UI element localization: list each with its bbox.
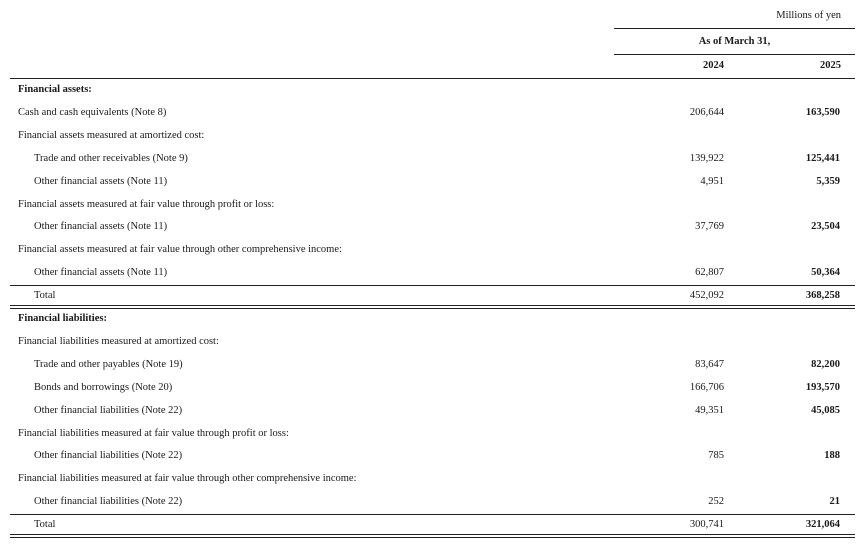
row-label: Total [34,290,56,302]
value-2024: 62,807 [695,267,724,279]
value-2025: 163,590 [805,106,840,118]
value-2024: 166,706 [689,381,724,393]
row-label: Bonds and borrowings (Note 20) [34,381,173,393]
row-label: Other financial assets (Note 11) [34,267,168,279]
row-label: Trade and other payables (Note 19) [34,358,183,370]
row-label: Financial assets measured at fair value through other comprehensive income: [18,244,342,256]
total-row [10,285,855,307]
value-2025: 45,085 [811,404,840,416]
row-label: Other financial liabilities (Note 22) [34,404,183,416]
row-label: Cash and cash equivalents (Note 8) [18,106,167,118]
value-2025: 21 [829,496,840,508]
value-2024: 4,951 [700,175,724,187]
group-header-row [10,331,855,353]
year-2025-header: 2025 [820,60,841,71]
row-label: Financial liabilities measured at amortized cost: [18,335,219,347]
value-2025: 50,364 [811,267,840,279]
row-label: Financial liabilities: [18,313,107,324]
table-row [10,262,855,284]
total-bottom-rule [10,534,855,538]
row-label: Financial assets: [18,84,92,95]
row-label: Financial liabilities measured at fair value through other comprehensive income: [18,473,357,485]
value-2025: 125,441 [805,152,840,164]
table-row [10,171,855,193]
row-label: Financial assets measured at fair value through profit or loss: [18,198,275,210]
table-row [10,216,855,238]
table-row [10,377,855,399]
value-2025: 82,200 [811,358,840,370]
period-label: As of March 31, [698,36,771,47]
total-top-rule [10,514,855,515]
value-2024: 206,644 [689,106,724,118]
period-rule [614,54,855,55]
value-2024: 300,741 [689,519,724,531]
row-label: Other financial liabilities (Note 22) [34,496,183,508]
table-row [10,148,855,170]
row-label: Financial assets measured at amortized cost: [18,129,205,141]
group-header-row [10,468,855,490]
value-2025: 23,504 [811,221,840,233]
value-2024: 49,351 [695,404,724,416]
value-2025: 193,570 [805,381,840,393]
unit-label: Millions of yen [776,10,841,21]
row-label: Other financial assets (Note 11) [34,175,168,187]
value-2024: 83,647 [695,358,724,370]
group-header-row [10,423,855,445]
table-row [10,445,855,467]
value-2024: 785 [708,450,724,462]
row-label: Other financial liabilities (Note 22) [34,450,183,462]
value-2024: 37,769 [695,221,724,233]
group-header-row [10,194,855,216]
value-2024: 252 [708,496,724,508]
group-header-row [10,239,855,261]
section-header-row [10,79,855,101]
value-2024: 139,922 [689,152,724,164]
unit-rule [614,28,855,29]
table-row [10,491,855,513]
row-label: Trade and other receivables (Note 9) [34,152,188,164]
table-row [10,400,855,422]
row-label: Financial liabilities measured at fair value through profit or loss: [18,427,289,439]
total-row [10,514,855,536]
section-header-row [10,308,855,330]
table-row [10,102,855,124]
value-2025: 368,258 [805,290,840,302]
table-row [10,354,855,376]
total-top-rule [10,285,855,286]
value-2024: 452,092 [689,290,724,302]
value-2025: 321,064 [805,519,840,531]
value-2025: 188 [824,450,840,462]
row-label: Other financial assets (Note 11) [34,221,168,233]
row-label: Total [34,519,56,531]
group-header-row [10,125,855,147]
year-2024-header: 2024 [703,60,724,71]
value-2025: 5,359 [816,175,840,187]
